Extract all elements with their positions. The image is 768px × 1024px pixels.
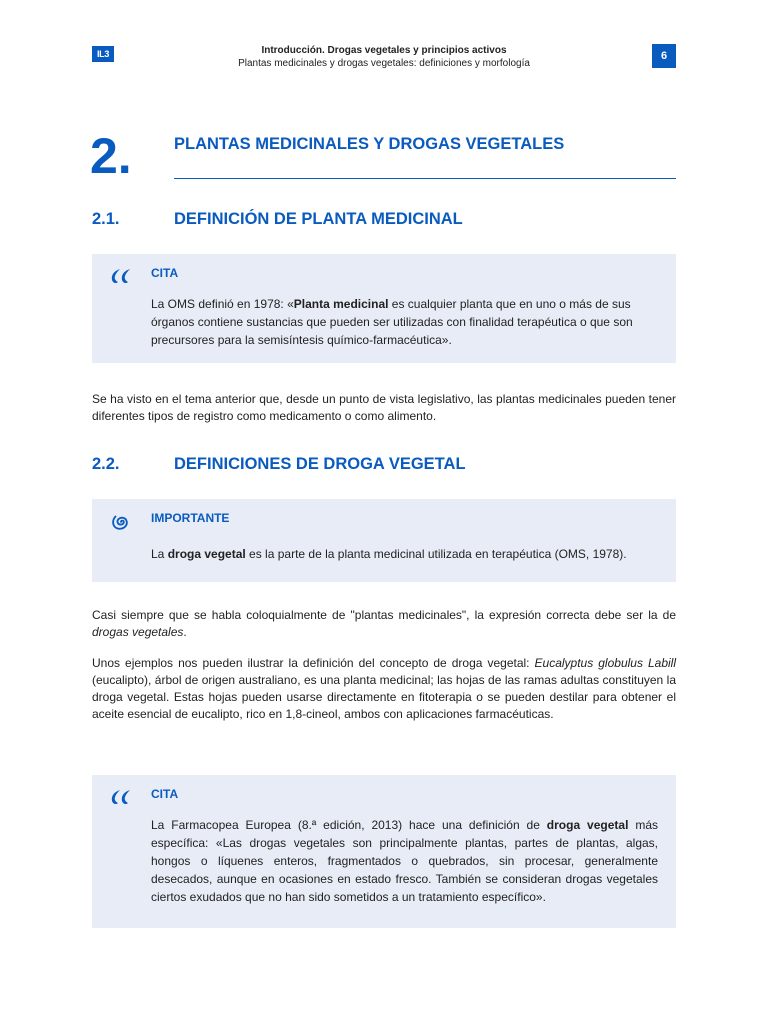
- quote-bold-term: Planta medicinal: [293, 297, 389, 311]
- quote-text-part: La Farmacopea Europea (8.ª edición, 2013) hace una definición de: [151, 818, 547, 832]
- paragraph-registro: Se ha visto en el tema anterior que, desde un punto de vista legislativo, las plantas medicinales pueden tener diferentes tipos de registro como medicamento o como alimento.: [92, 392, 676, 423]
- il3-logo: IL3: [92, 46, 114, 62]
- paragraph-eucalipto: [92, 655, 676, 723]
- quote-box-oms: [92, 254, 676, 363]
- paragraph-text-part: Unos ejemplos nos pueden ilustrar la definición del concepto de droga vegetal:: [92, 656, 535, 670]
- paragraph-text-part: (eucalipto), árbol de origen australiano, es una planta medicinal; las hojas de las ramas adultas constituyen la droga vegetal. Estas hojas pueden usarse directamente en fitoterapia o se pueden destilar para obtener el aceite esencial de eucalipto, rico en 1,8-cineol, ambos con aplicaciones farmacéuticas.: [92, 673, 676, 721]
- quote-text: [151, 816, 658, 906]
- chapter-rule: [174, 178, 676, 179]
- section-title-2-2: DEFINICIONES DE DROGA VEGETAL: [174, 455, 466, 473]
- important-text-part: es la parte de la planta medicinal utilizada en terapéutica (OMS, 1978).: [245, 547, 627, 561]
- paragraph-text-part: Casi siempre que se habla coloquialmente de "plantas medicinales", la expresión correcta debe ser la de: [92, 608, 676, 622]
- quote-box-farmacopea: [92, 775, 676, 928]
- header-line-1: Introducción. Drogas vegetales y principios activos: [261, 45, 507, 56]
- section-title-2-1: DEFINICIÓN DE PLANTA MEDICINAL: [174, 210, 463, 228]
- spiral-icon: [109, 511, 133, 533]
- paragraph-coloquial: [92, 607, 676, 641]
- chapter-number: 2.: [90, 128, 132, 184]
- section-number-2-2: 2.2.: [92, 455, 120, 473]
- quote-icon: [109, 266, 133, 288]
- paragraph-text-part: .: [183, 625, 187, 639]
- section-number-2-1: 2.1.: [92, 210, 120, 228]
- running-header: [160, 44, 608, 70]
- important-text: [151, 545, 658, 563]
- important-box: [92, 499, 676, 582]
- quote-text-part: es cualquier planta que en uno o más de sus órganos contiene sustancias que pueden ser utilizadas con finalidad terapéutica o que son precursores para la semisíntesis químico-farmacéutica».: [151, 297, 633, 347]
- important-bold-term: droga vegetal: [167, 547, 246, 561]
- quote-text-part: más específica: «Las drogas vegetales son principalmente plantas, partes de plantas, algas, hongos o líquenes enteros, fragmentados o quebrados, sin procesar, generalmente desecados, aunque en ocasiones en estado fresco. También se consideran drogas vegetales ciertos exudados que no han sido sometidos a un tratamiento específico».: [151, 818, 658, 904]
- important-label: IMPORTANTE: [151, 511, 230, 525]
- paragraph-italic-term: Eucalyptus globulus Labill: [534, 656, 676, 670]
- quote-bold-term: droga vegetal: [546, 818, 629, 832]
- page-number: 6: [652, 44, 676, 68]
- paragraph-italic-term: drogas vegetales: [92, 625, 184, 639]
- quote-text-part: La OMS definió en 1978: «: [151, 297, 294, 311]
- chapter-title: PLANTAS MEDICINALES Y DROGAS VEGETALES: [174, 135, 565, 153]
- header-line-2: Plantas medicinales y drogas vegetales: definiciones y morfología: [238, 58, 530, 69]
- quote-label: CITA: [151, 266, 179, 280]
- quote-text: [151, 295, 658, 349]
- important-text-part: La: [151, 547, 168, 561]
- quote-label: CITA: [151, 787, 179, 801]
- quote-icon: [109, 787, 133, 809]
